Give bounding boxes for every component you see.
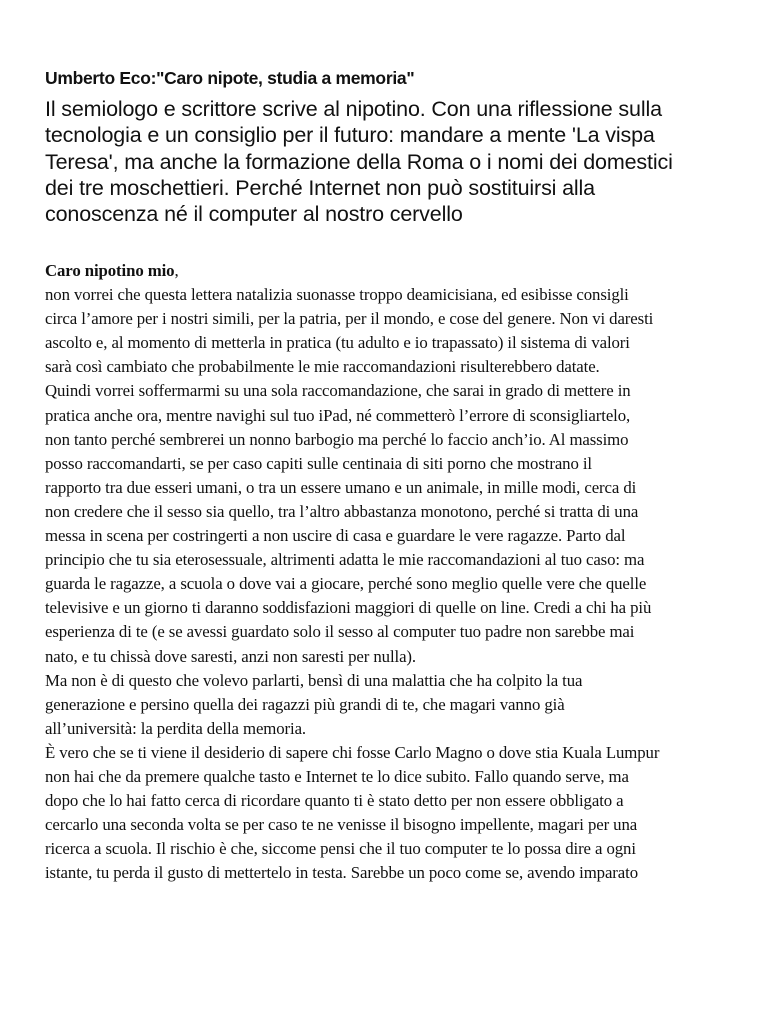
article-subtitle (45, 96, 735, 227)
body-line: posso raccomandarti, se per caso capiti sulle centinaia di siti porno che mostrano il (45, 453, 592, 473)
body-line: non tanto perché sembrerei un nonno barbogio ma perché lo faccio anch’io. Al massimo (45, 429, 629, 449)
body-line: messa in scena per costringerti a non uscire di casa e guardare le vere ragazze. Parto dal (45, 526, 626, 546)
body-line: circa l’amore per i nostri simili, per la patria, per il mondo, e cose del genere. Non vi daresti (45, 309, 654, 329)
subtitle-line: Il semiologo e scrittore scrive al nipotino. Con una riflessione sulla (45, 97, 662, 121)
subtitle-line: tecnologia e un consiglio per il futuro: mandare a mente 'La vispa (45, 123, 655, 148)
salutation-name: Caro nipotino mio (45, 261, 175, 280)
salutation (45, 259, 735, 283)
body-line: non hai che da premere qualche tasto e Internet te lo dice subito. Fallo quando serve, ma (45, 766, 629, 786)
body-line: esperienza di te (e se avessi guardato solo il sesso al computer tuo padre non sarebbe mai (45, 622, 635, 642)
body-line: ricerca a scuola. Il rischio è che, siccome pensi che il tuo computer te lo possa dire a ogni (45, 839, 636, 859)
body-line: cercarlo una seconda volta se per caso te ne venisse il bisogno impellente, magari per una (45, 815, 638, 835)
body-line: non credere che il sesso sia quello, tra l’altro abbastanza monotono, perché si tratta di una (45, 501, 639, 521)
body-line: dopo che lo hai fatto cerca di ricordare quanto ti è stato detto per non essere obbligato a (45, 791, 624, 811)
body-line: all’università: la perdita della memoria. (45, 718, 307, 738)
body-line: nato, e tu chissà dove saresti, anzi non saresti per nulla). (45, 646, 416, 666)
subtitle-line: conoscenza né il computer al nostro cervello (45, 202, 463, 227)
body-line: non vorrei che questa lettera natalizia suonasse troppo deamicisiana, ed esibisse consigli (45, 285, 629, 305)
subtitle-line: Teresa', ma anche la formazione della Roma o i nomi dei domestici (45, 149, 673, 174)
subtitle-line: dei tre moschettieri. Perché Internet non può sostituirsi alla (45, 175, 595, 200)
body-line: televisive e un giorno ti daranno soddisfazioni maggiori di quelle on line. Credi a chi ha più (45, 598, 652, 618)
salutation-comma: , (174, 261, 179, 280)
body-line: principio che tu sia eterosessuale, altrimenti adatta le mie raccomandazioni al tuo caso: ma (45, 550, 645, 570)
body-line: Quindi vorrei soffermarmi su una sola raccomandazione, che sarai in grado di mettere in (45, 381, 631, 401)
body-line: sarà così cambiato che probabilmente le mie raccomandazioni risulterebbero datate. (45, 357, 600, 377)
body-line: È vero che se ti viene il desiderio di sapere chi fosse Carlo Magno o dove stia Kuala Lumpur (45, 742, 660, 762)
body-line: guarda le ragazze, a scuola o dove vai a giocare, perché sono meglio quelle vere che quelle (45, 574, 647, 594)
body-line: rapporto tra due esseri umani, o tra un essere umano e un animale, in mille modi, cerca di (45, 477, 637, 497)
article-title: Umberto Eco:"Caro nipote, studia a memoria" (45, 68, 415, 88)
body-line: generazione e persino quella dei ragazzi più grandi di te, che magari vanno già (45, 694, 565, 714)
body-line: istante, tu perda il gusto di mettertelo in testa. Sarebbe un poco come se, avendo imparato (45, 863, 638, 883)
body-line: pratica anche ora, mentre navighi sul tuo iPad, né commetterò l’errore di sconsigliartelo, (45, 405, 631, 425)
body-line: ascolto e, al momento di metterla in pratica (tu adulto e io trapassato) il sistema di valori (45, 333, 630, 353)
letter-body (45, 259, 735, 885)
body-line: Ma non è di questo che volevo parlarti, bensì di una malattia che ha colpito la tua (45, 670, 583, 690)
